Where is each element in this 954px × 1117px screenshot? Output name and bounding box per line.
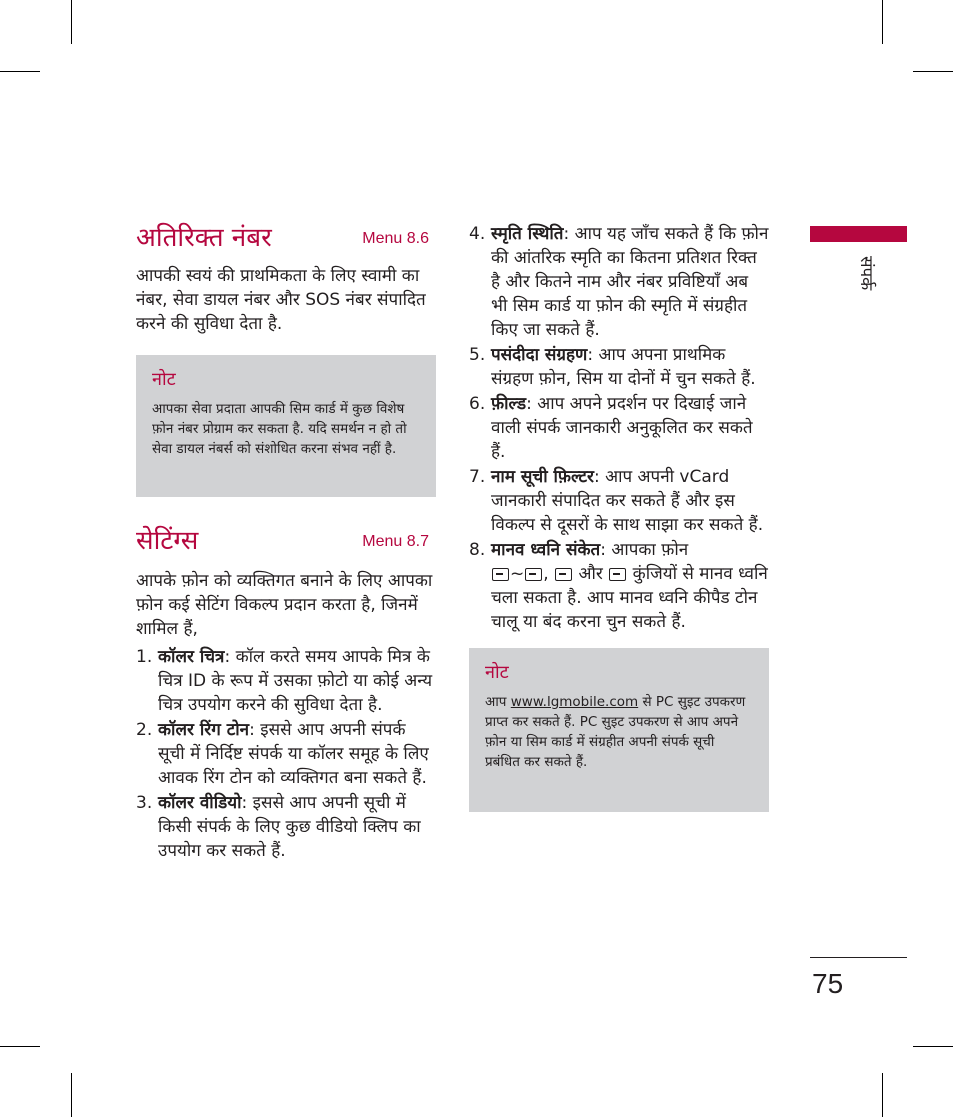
item-term: कॉलर रिंग टोन: [158, 720, 250, 740]
item-text: : आप अपनी vCard जानकारी संपादित कर सकते हैं और इस विकल्प से दूसरों के साथ साझा कर सकते हैं.: [491, 467, 764, 535]
crop-mark: [71, 0, 72, 44]
chapter-label: संपर्क: [856, 256, 876, 291]
item-term: फ़ील्ड: [491, 394, 527, 414]
crop-mark: [0, 71, 40, 72]
note-title: नोट: [152, 369, 176, 390]
item-text: : कॉल करते समय आपके मित्र के चित्र ID के रूप में उसका फ़ोटो या कोई अन्य चित्र उपयोग करने की सुविधा देता है.: [158, 647, 433, 715]
menu-number: Menu 8.7: [362, 533, 429, 550]
item-text: : आप अपने प्रदर्शन पर दिखाई जाने वाली संपर्क जानकारी अनुकूलित कर सकते हैं.: [491, 394, 753, 462]
list-item: 3. कॉलर वीडियो: इससे आप अपनी सूची में किसी संपर्क के लिए कुछ वीडियो क्लिप का उपयोग कर सकते हैं.: [136, 793, 421, 861]
list-item: 2. कॉलर रिंग टोन: इससे आप अपनी संपर्क सूची में निर्दिष्ट संपर्क या कॉलर समूह के लिए आवक रिंग टोन को व्यक्तिगत बना सकते हैं.: [136, 720, 429, 788]
left-column: [136, 218, 436, 864]
list-item: 6. फ़ील्ड: आप अपने प्रदर्शन पर दिखाई जाने वाली संपर्क जानकारी अनुकूलित कर सकते हैं.: [469, 394, 753, 462]
item-text: : इससे आप अपनी सूची में किसी संपर्क के लिए कुछ वीडियो क्लिप का उपयोग कर सकते हैं.: [158, 793, 421, 861]
crop-mark: [71, 1073, 72, 1117]
settings-list: [136, 645, 436, 863]
key-hash-icon: [609, 568, 626, 581]
item-text: : आप अपना प्राथमिक संग्रहण फ़ोन, सिम या दोनों में चुन सकते हैं.: [491, 345, 756, 389]
item-term: मानव ध्वनि संकेत: [491, 540, 601, 560]
item-text: : इससे आप अपनी संपर्क सूची में निर्दिष्ट संपर्क या कॉलर समूह के लिए आवक रिंग टोन को व्यक्तिगत बना सकते हैं.: [158, 720, 429, 788]
note-box: [136, 355, 436, 497]
crop-mark: [882, 1073, 883, 1117]
note-text: आपका सेवा प्रदाता आपकी सिम कार्ड में कुछ विशेष फ़ोन नंबर प्रोग्राम कर सकता है. यदि समर्थन न हो तो सेवा डायल नंबर्स को संशोधित करना संभव नहीं है.: [152, 401, 407, 457]
crop-mark: [913, 1046, 953, 1047]
note-box: [469, 648, 769, 812]
list-item: 5. पसंदीदा संग्रहण: आप अपना प्राथमिक संग्रहण फ़ोन, सिम या दोनों में चुन सकते हैं.: [469, 345, 756, 389]
key-zero-icon: [492, 568, 509, 581]
list-item: 1. कॉलर चित्र: कॉल करते समय आपके मित्र के चित्र ID के रूप में उसका फ़ोटो या कोई अन्य चित्र उपयोग करने की सुविधा देता है.: [136, 647, 433, 715]
crop-mark: [882, 0, 883, 44]
item-term: स्मृति स्थिति: [491, 224, 564, 244]
list-item: 4. स्मृति स्थिति: आप यह जाँच सकते हैं कि फ़ोन की आंतरिक स्मृति का कितना प्रतिशत रिक्त है और कितने नाम और नंबर प्रविष्टियाँ अब भी सिम कार्ड या फ़ोन की स्मृति में संग्रहीत किए जा सकते हैं.: [469, 224, 769, 340]
crop-mark: [913, 71, 953, 72]
section-body: आपकी स्वयं की प्राथमिकता के लिए स्वामी का नंबर, सेवा डायल नंबर और SOS नंबर संपादित करने की सुविधा देता है.: [136, 266, 426, 334]
key-nine-icon: [525, 568, 542, 581]
note-text: आप www.lgmobile.com से PC सुइट उपकरण प्राप्त कर सकते हैं. PC सुइट उपकरण से आप अपने फ़ोन या सिम कार्ड में संग्रहीत अपनी संपर्क सूची प्रबंधित कर सकते हैं.: [485, 694, 746, 770]
note-title: नोट: [485, 662, 509, 683]
chapter-tab: [810, 226, 907, 242]
item-term: कॉलर वीडियो: [158, 793, 242, 813]
crop-mark: [0, 1046, 40, 1047]
settings-list-continued: [469, 222, 769, 634]
list-item: 8. मानव ध्वनि संकेत: आपका फ़ोन ~ , और कुंजियों से मानव ध्वनि चला सकता है. आप मानव ध्वनि कीपैड टोन चालू या बंद करना चुन सकते हैं.: [469, 540, 768, 632]
right-column: [469, 218, 769, 812]
item-term: नाम सूची फ़िल्टर: [491, 467, 594, 487]
section-header: [136, 521, 436, 561]
page-number: 75: [812, 968, 844, 999]
page-rule: [810, 957, 907, 958]
key-star-icon: [555, 568, 572, 581]
list-item: 7. नाम सूची फ़िल्टर: आप अपनी vCard जानकारी संपादित कर सकते हैं और इस विकल्प से दूसरों के साथ साझा कर सकते हैं.: [469, 467, 764, 535]
item-text: : आप यह जाँच सकते हैं कि फ़ोन की आंतरिक स्मृति का कितना प्रतिशत रिक्त है और कितने नाम और नंबर प्रविष्टियाँ अब भी सिम कार्ड या फ़ोन की स्मृति में संग्रहीत किए जा सकते हैं.: [491, 224, 769, 340]
section-title: अतिरिक्त नंबर: [136, 223, 272, 253]
website-link[interactable]: www.lgmobile.com: [510, 694, 639, 710]
section-body: आपके फ़ोन को व्यक्तिगत बनाने के लिए आपका फ़ोन कई सेटिंग विकल्प प्रदान करता है, जिनमें शामिल हैं,: [136, 571, 433, 639]
item-term: कॉलर चित्र: [158, 647, 225, 667]
menu-number: Menu 8.6: [362, 230, 429, 247]
item-term: पसंदीदा संग्रहण: [491, 345, 588, 365]
item-text: कुंजियों से मानव ध्वनि चला सकता है. आप मानव ध्वनि कीपैड टोन चालू या बंद करना चुन सकते हैं.: [491, 564, 768, 632]
section-title: सेटिंग्स: [136, 526, 199, 556]
section-header: [136, 218, 436, 258]
